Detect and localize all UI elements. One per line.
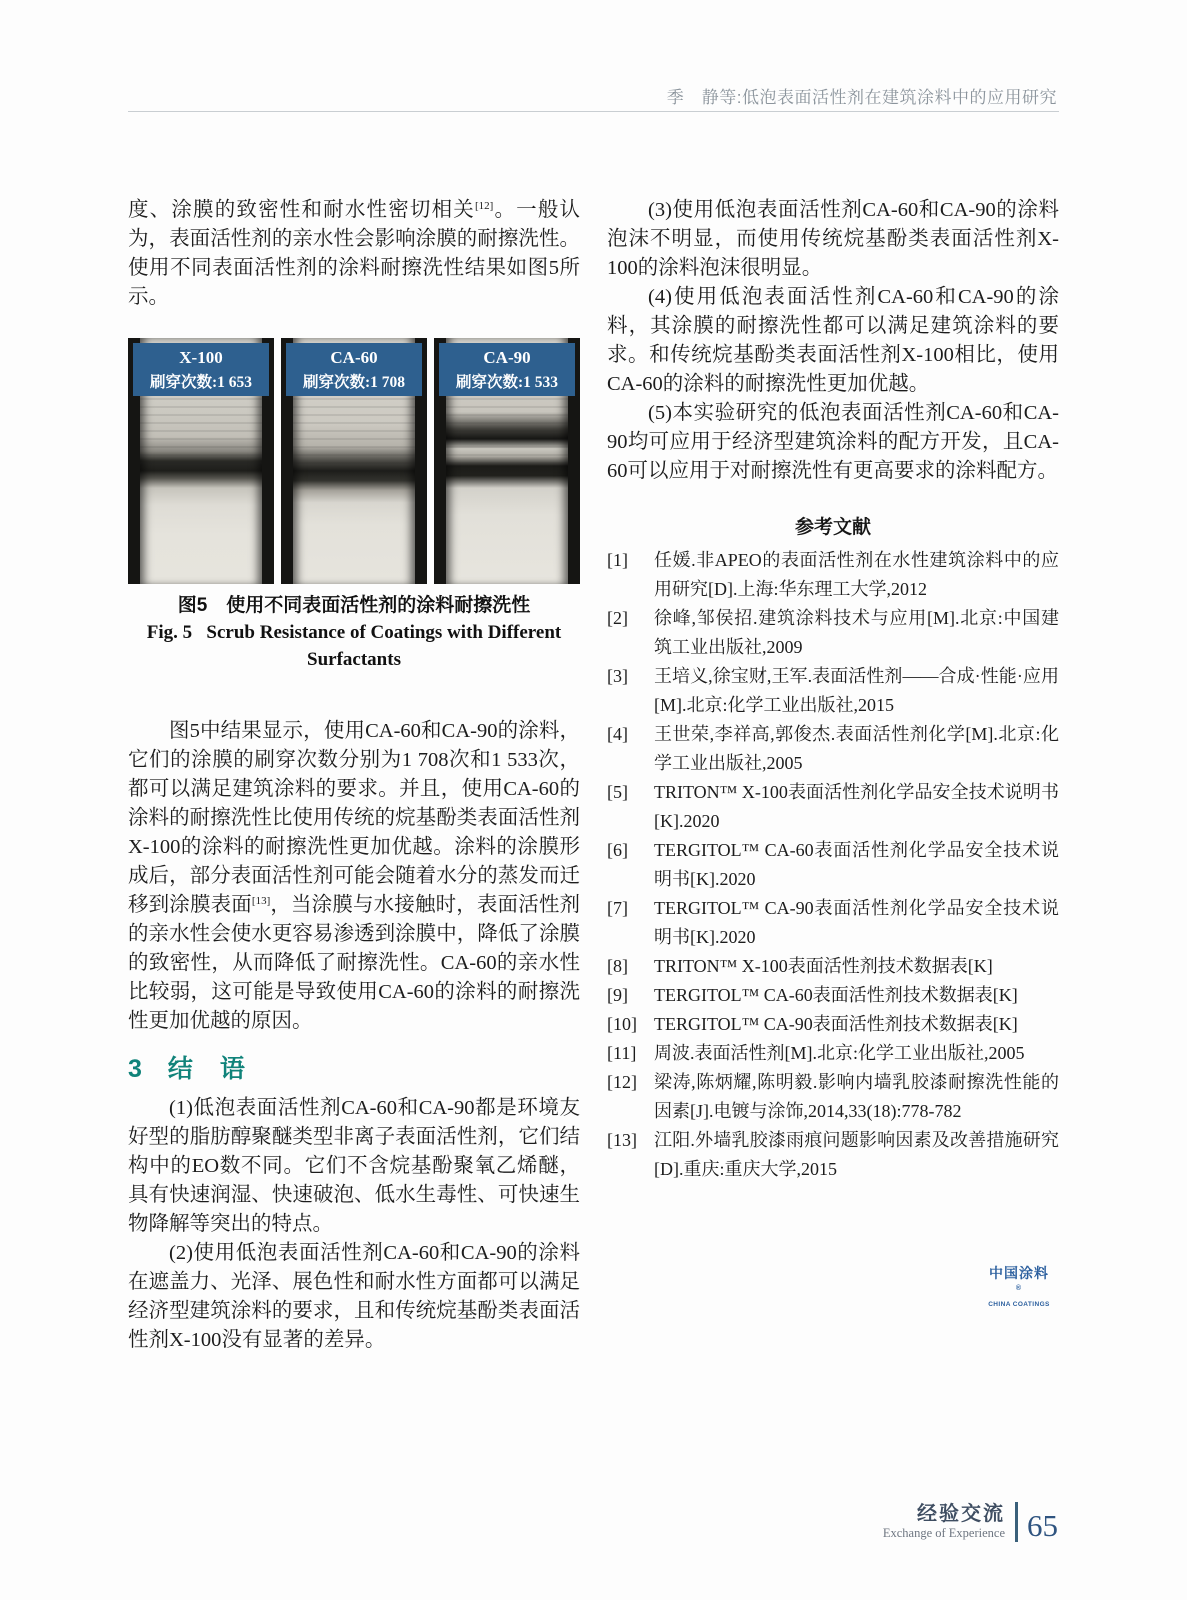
reference-text: TERGITOL™ CA-60表面活性剂技术数据表[K] — [654, 985, 1018, 1005]
scrub-count-badge — [133, 343, 269, 396]
reference-item — [607, 662, 1059, 720]
reference-text: TERGITOL™ CA-90表面活性剂技术数据表[K] — [654, 1014, 1018, 1034]
text-segment: ，当涂膜与水接触时，表面活性剂的亲水性会使水更容易渗透到涂膜中，降低了涂膜的致密性，从而降低了耐擦洗性。CA-60的亲水性比较弱，这可能是导致使用CA-60的涂料的耐擦洗性更加优越的原因。 — [128, 894, 580, 1032]
text-segment: 。一般认为，表面活性剂的亲水性会影响涂膜的耐擦洗性。使用不同表面活性剂的涂料耐擦洗性结果如图5所示。 — [128, 199, 580, 308]
paragraph-conclusion-2: (2)使用低泡表面活性剂CA-60和CA-90的涂料在遮盖力、光泽、展色性和耐水性方面都可以满足经济型建筑涂料的要求，且和传统烷基酚类表面活性剂X-100没有显著的差异。 — [128, 1242, 580, 1351]
reference-number: [11] — [607, 1043, 637, 1063]
right-column — [607, 196, 1059, 1184]
reference-item — [607, 546, 1059, 604]
reference-item — [607, 1126, 1059, 1184]
reference-text: TRITON™ X-100表面活性剂技术数据表[K] — [654, 956, 993, 976]
reference-number: [4] — [607, 724, 628, 744]
logo-text-zh — [986, 1266, 1052, 1299]
page-number: 65 — [1027, 1508, 1058, 1543]
registered-mark-icon: ® — [1015, 1285, 1023, 1292]
paragraph-figure-discussion — [128, 717, 580, 1036]
scrub-marks — [293, 398, 415, 470]
reference-number: [6] — [607, 840, 628, 860]
header-divider — [128, 111, 1059, 112]
section-number: 3 — [128, 1055, 142, 1083]
paragraph-conclusion-5: (5)本实验研究的低泡表面活性剂CA-60和CA-90均可应用于经济型建筑涂料的配方开发，且CA-60可以应用于对耐擦洗性有更高要求的涂料配方。 — [607, 402, 1059, 482]
scrub-marks — [446, 398, 568, 470]
page-footer — [883, 1498, 1058, 1546]
reference-item — [607, 981, 1059, 1010]
reference-text: 江阳.外墙乳胶漆雨痕问题影响因素及改善措施研究[D].重庆:重庆大学,2015 — [654, 1130, 1059, 1179]
figure-caption-en-line2: Surfactants — [307, 649, 401, 670]
text-segment: 图5中结果显示，使用CA-60和CA-90的涂料，它们的涂膜的刷穿次数分别为1 708次和1 533次，都可以满足建筑涂料的要求。并且，使用CA-60的涂料的耐擦洗性比使用传统的烷基酚类表面活性剂X-100的涂料的耐擦洗性更加优越。涂料的涂膜形成后，部分表面活性剂可能会随着水分的蒸发而迁移到涂膜表面 — [128, 720, 580, 916]
reference-number: [12] — [607, 1072, 637, 1092]
scrub-count: 刷穿次数:1 533 — [455, 374, 559, 391]
paragraph-scrub-intro — [128, 196, 580, 312]
scrub-count: 刷穿次数:1 708 — [302, 374, 406, 391]
paragraph-conclusion-3: (3)使用低泡表面活性剂CA-60和CA-90的涂料泡沫不明显，而使用传统烷基酚类表面活性剂X-100的涂料泡沫很明显。 — [607, 199, 1059, 279]
logo-zh-characters: 中国涂料 — [989, 1265, 1049, 1281]
reference-number: [10] — [607, 1014, 637, 1034]
scrub-count-badge — [286, 343, 422, 396]
reference-text: TERGITOL™ CA-90表面活性剂化学品安全技术说明书[K].2020 — [654, 898, 1059, 947]
scrub-photo-ca90 — [434, 338, 580, 584]
surfactant-name: X-100 — [179, 348, 223, 367]
reference-text: 王世荣,李祥高,郭俊杰.表面活性剂化学[M].北京:化学工业出版社,2005 — [654, 724, 1059, 773]
reference-number: [8] — [607, 956, 628, 976]
reference-text: 周波.表面活性剂[M].北京:化学工业出版社,2005 — [654, 1043, 1025, 1063]
figure-caption — [128, 593, 580, 673]
paragraph-conclusion-1: (1)低泡表面活性剂CA-60和CA-90都是环境友好型的脂肪醇聚醚类型非离子表面活性剂，它们结构中的EO数不同。它们不含烷基酚聚氧乙烯醚，具有快速润湿、快速破泡、低水生毒性、可快速生物降解等突出的特点。 — [128, 1097, 580, 1235]
surfactant-name: CA-60 — [330, 348, 378, 367]
citation-12: [12] — [474, 200, 494, 212]
reference-number: [3] — [607, 666, 628, 686]
section-heading-conclusion — [128, 1054, 580, 1084]
reference-text: TERGITOL™ CA-60表面活性剂化学品安全技术说明书[K].2020 — [654, 840, 1059, 889]
footer-section-label — [883, 1503, 1005, 1541]
figure-caption-en-line1: Fig. 5 Scrub Resistance of Coatings with Different — [146, 622, 562, 643]
reference-item — [607, 1068, 1059, 1126]
reference-item — [607, 604, 1059, 662]
reference-number: [5] — [607, 782, 628, 802]
references-section — [607, 512, 1059, 1184]
figure-caption-zh: 图5 使用不同表面活性剂的涂料耐擦洗性 — [177, 595, 531, 616]
text-segment: 度、涂膜的致密性和耐水性密切相关 — [128, 199, 475, 221]
section-title: 结 语 — [167, 1055, 246, 1083]
reference-text: 徐峰,邹侯招.建筑涂料技术与应用[M].北京:中国建筑工业出版社,2009 — [654, 608, 1059, 657]
logo-text-en: CHINA COATINGS — [988, 1301, 1050, 1308]
reference-item — [607, 836, 1059, 894]
footer-label-en: Exchange of Experience — [882, 1526, 1005, 1540]
reference-number: [7] — [607, 898, 628, 918]
references-heading: 参考文献 — [794, 517, 871, 538]
reference-text: 梁涛,陈炳耀,陈明毅.影响内墙乳胶漆耐擦洗性能的因素[J].电镀与涂饰,2014,33(18):778-782 — [654, 1072, 1059, 1121]
footer-label-zh: 经验交流 — [917, 1503, 1005, 1525]
reference-text: 王培义,徐宝财,王军.表面活性剂——合成·性能·应用[M].北京:化学工业出版社,2015 — [654, 666, 1059, 715]
figure-panels — [128, 338, 580, 584]
reference-number: [13] — [607, 1130, 637, 1150]
reference-item — [607, 720, 1059, 778]
reference-item — [607, 778, 1059, 836]
scrub-count: 刷穿次数:1 653 — [149, 374, 253, 391]
scrub-count-badge — [439, 343, 575, 396]
reference-text: 任媛.非APEO的表面活性剂在水性建筑涂料中的应用研究[D].上海:华东理工大学,2012 — [654, 550, 1059, 599]
reference-number: [2] — [607, 608, 628, 628]
reference-item — [607, 1039, 1059, 1068]
reference-text: TRITON™ X-100表面活性剂化学品安全技术说明书[K].2020 — [654, 782, 1059, 831]
running-head: 季 静等:低泡表面活性剂在建筑涂料中的应用研究 — [666, 88, 1057, 107]
china-coatings-logo — [986, 1266, 1052, 1308]
paragraph-conclusion-4: (4)使用低泡表面活性剂CA-60和CA-90的涂料，其涂膜的耐擦洗性都可以满足建筑涂料的要求。和传统烷基酚类表面活性剂X-100相比，使用CA-60的涂料的耐擦洗性更加优越。 — [607, 286, 1059, 395]
reference-item — [607, 894, 1059, 952]
left-column — [128, 196, 580, 1355]
figure-5 — [128, 338, 580, 673]
scrub-marks — [140, 398, 262, 470]
footer-divider — [1015, 1502, 1018, 1542]
surfactant-name: CA-90 — [483, 348, 531, 367]
scrub-photo-x100 — [128, 338, 274, 584]
scrub-photo-ca60 — [281, 338, 427, 584]
reference-item — [607, 1010, 1059, 1039]
reference-number: [9] — [607, 985, 628, 1005]
reference-item — [607, 952, 1059, 981]
reference-number: [1] — [607, 550, 628, 570]
citation-13: [13] — [251, 895, 271, 907]
